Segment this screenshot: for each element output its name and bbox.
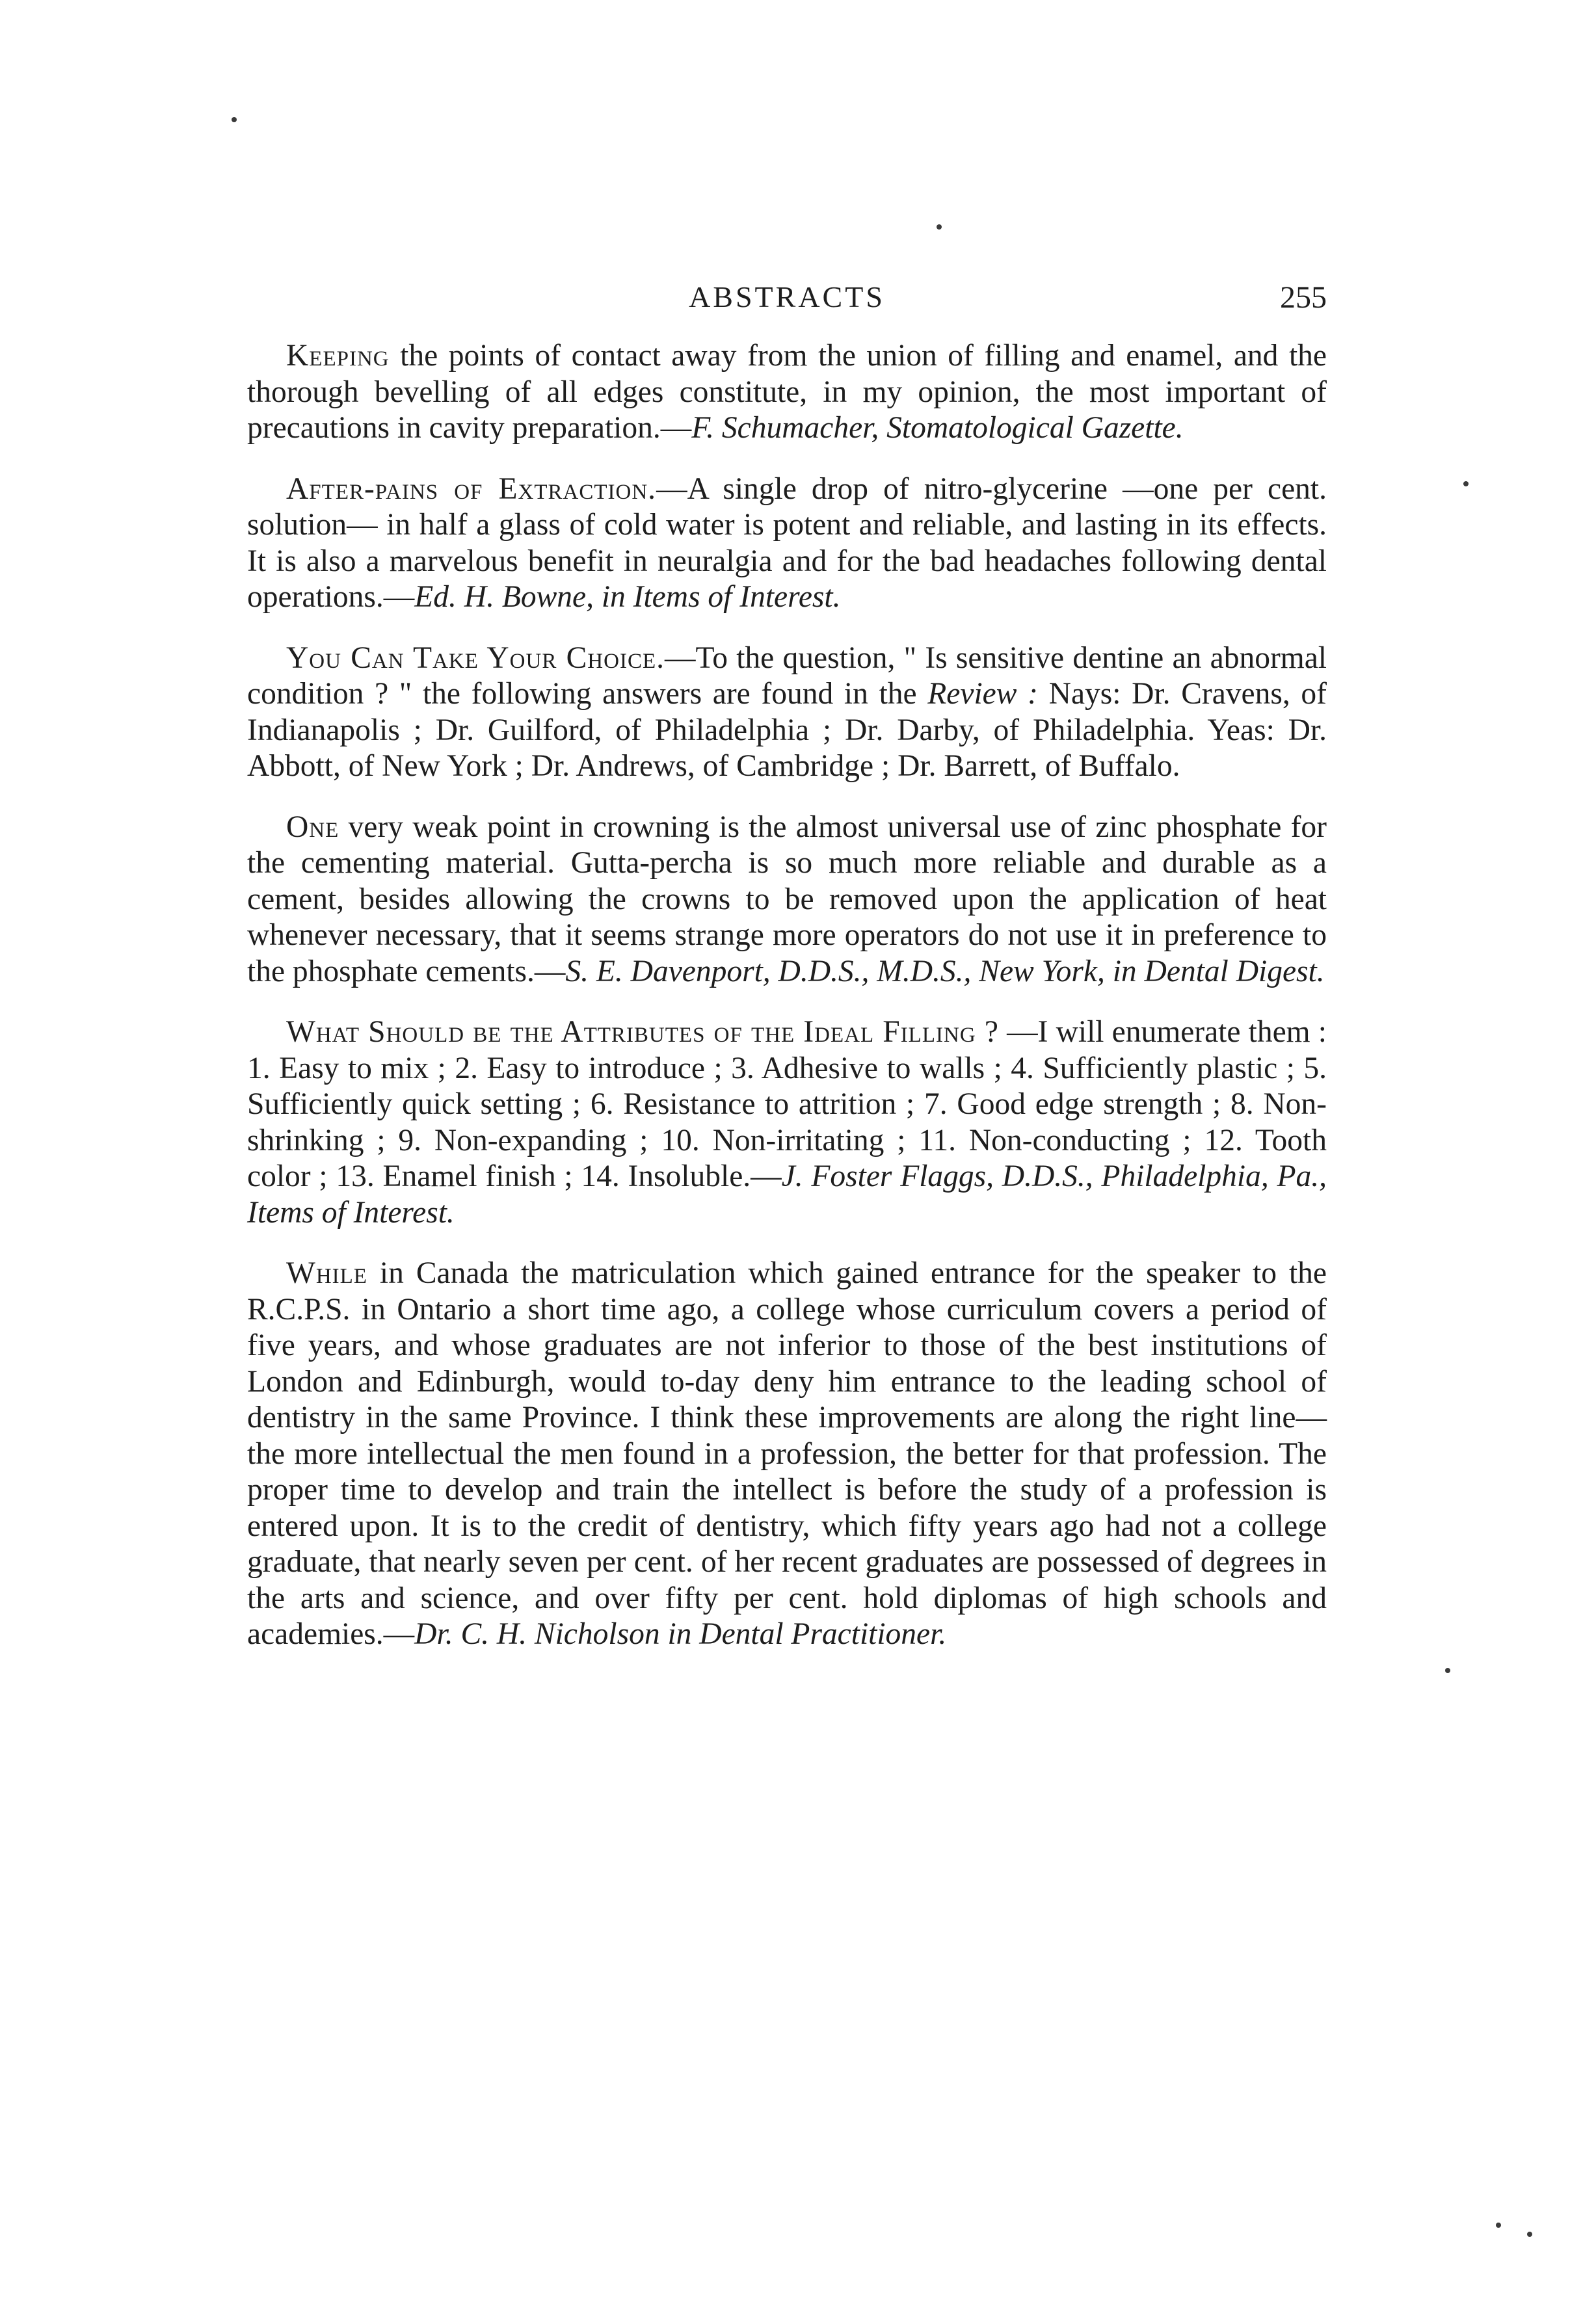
print-speck [1445, 1668, 1450, 1673]
print-speck [937, 224, 942, 230]
paragraph-citation: Review : [927, 677, 1038, 711]
abstract-paragraph [247, 640, 1327, 785]
paragraph-citation: F. Schumacher, Stomatological Gazette. [691, 411, 1184, 445]
page-number: 255 [1280, 280, 1327, 315]
abstract-paragraph [247, 810, 1327, 990]
paragraph-text: the points of contact away from the union of filling and enamel, and the thorough bevelling of all edges constitute, in my opinion, the most important of precautions in cavity preparation.— [247, 339, 1327, 445]
page-body [247, 338, 1327, 1653]
abstract-paragraph [247, 471, 1327, 616]
paragraph-lead: What Should be the Attributes of the Ideal Filling ? [286, 1015, 999, 1049]
paragraph-lead: You Can Take Your Choice. [286, 640, 665, 675]
paragraph-text: very weak point in crowning is the almost universal use of zinc phosphate for the cementing material. Gutta-percha is so much more reliable and durable as a cement, besides allowing the crowns to be removed upon the application of heat whenever necessary, that it seems strange more operators do not use it in preference to the phosphate cements.— [247, 810, 1327, 988]
paragraph-citation: J. Foster Flaggs, D.D.S., Philadelphia, Pa., Items of Interest. [247, 1159, 1327, 1230]
paragraph-lead: After-pains of Extraction. [286, 471, 657, 506]
print-speck [1496, 2223, 1501, 2228]
print-speck [1463, 481, 1469, 486]
abstract-paragraph [247, 1256, 1327, 1653]
running-head: ABSTRACTS [689, 280, 885, 313]
paragraph-tail: Nays: Dr. Cravens, of Indianapolis ; Dr. Guilford, of Philadelphia ; Dr. Darby, of Philadelphia. Yeas: Dr. Abbott, of New York ; Dr. Andrews, of Cambridge ; Dr. Barrett, of Buffalo. [247, 677, 1327, 783]
paragraph-text: —To the question, " Is sensitive dentine an abnormal condition ? " the following answers are found in the [247, 640, 1327, 711]
paragraph-text: —A single drop of nitro-glycerine —one per cent. solution— in half a glass of cold water is potent and reliable, and lasting in its effects. It is also a marvelous benefit in neuralgia and for the bad headaches following dental operations.— [247, 471, 1327, 614]
abstract-paragraph [247, 1014, 1327, 1231]
print-speck [1527, 2232, 1532, 2237]
paragraph-text: in Canada the matriculation which gained entrance for the speaker to the R.C.P.S. in Ontario a short time ago, a college whose curriculum covers a period of five years, and whose graduates are not inferior to those of the best institutions of London and Edinburgh, would to-day deny him entrance to the leading school of dentistry in the same Province. I think these improvements are along the right line—the more intellectual the men found in a profession, the better for that profession. The proper time to develop and train the intellect is before the study of a profession is entered upon. It is to the credit of dentistry, which fifty years ago had not a college graduate, that nearly seven per cent. of her recent graduates are possessed of degrees in the arts and science, and over fifty per cent. hold diplomas of high schools and academies.— [247, 1256, 1327, 1651]
paragraph-text: —I will enumerate them : 1. Easy to mix ; 2. Easy to introduce ; 3. Adhesive to walls ; 4. Sufficiently plastic ; 5. Sufficiently quick setting ; 6. Resistance to attrition ; 7. Good edge strength ; 8. Non-shrinking ; 9. Non-expanding ; 10. Non-irritating ; 11. Non-conducting ; 12. Tooth color ; 13. Enamel finish ; 14. Insoluble.— [247, 1015, 1327, 1193]
paragraph-lead: While [286, 1256, 367, 1290]
paragraph-citation: S. E. Davenport, D.D.S., M.D.S., New York, in Dental Digest. [565, 954, 1325, 988]
paragraph-citation: Dr. C. H. Nicholson in Dental Practitioner. [414, 1617, 947, 1651]
page-header [247, 280, 1327, 325]
paragraph-lead: Keeping [286, 339, 390, 373]
abstract-paragraph [247, 338, 1327, 447]
paragraph-citation: Ed. H. Bowne, in Items of Interest. [414, 580, 841, 614]
paragraph-lead: One [286, 810, 339, 844]
print-speck [232, 117, 237, 122]
